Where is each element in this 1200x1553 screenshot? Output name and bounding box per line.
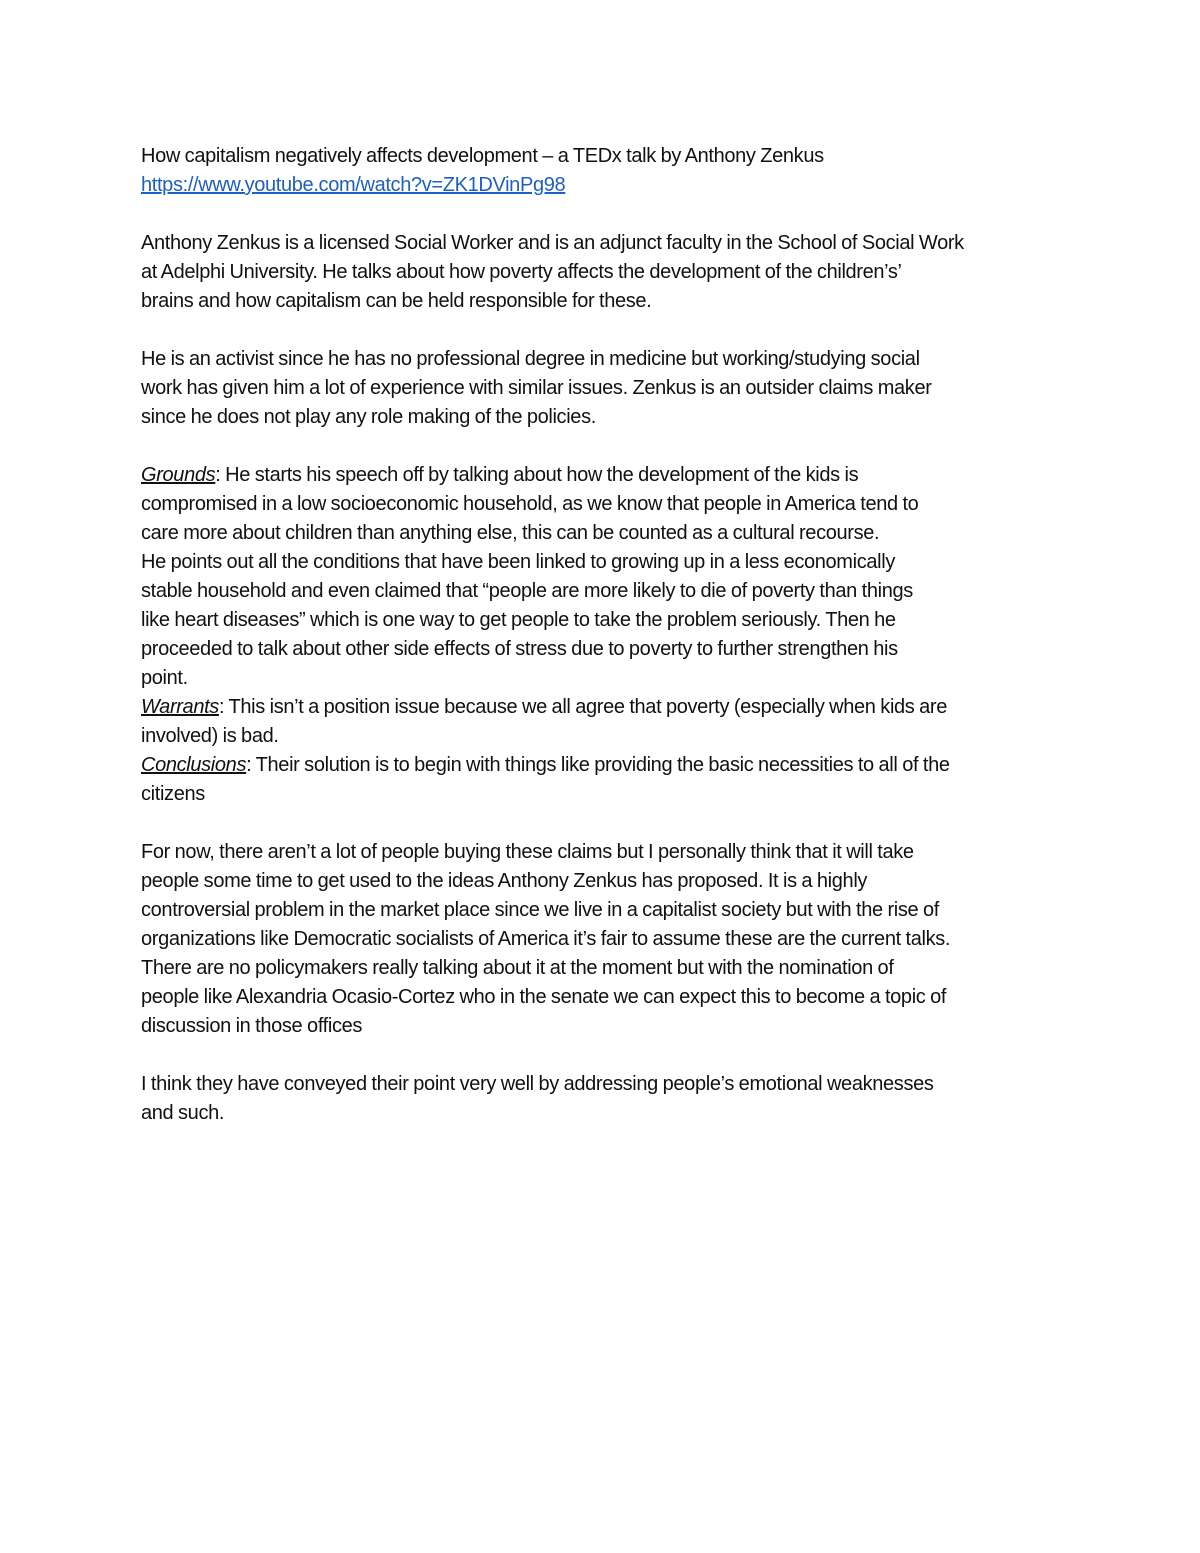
text-line: Anthony Zenkus is a licensed Social Worker and is an adjunct faculty in the School of Social Work bbox=[141, 232, 964, 254]
text-line: He points out all the conditions that have been linked to growing up in a less economically bbox=[141, 551, 895, 573]
conclusions-first-line: : Their solution is to begin with things like providing the basic necessities to all of the bbox=[246, 754, 950, 776]
text-line: organizations like Democratic socialists of America it’s fair to assume these are the current talks. bbox=[141, 928, 951, 950]
paragraph-claims bbox=[141, 838, 1071, 1041]
paragraph-intro bbox=[141, 229, 1071, 316]
warrants-first-line: : This isn’t a position issue because we all agree that poverty (especially when kids are bbox=[218, 696, 948, 718]
grounds-label: Grounds bbox=[141, 464, 216, 486]
text-line: care more about children than anything else, this can be counted as a cultural recourse. bbox=[141, 522, 880, 544]
text-line: people like Alexandria Ocasio-Cortez who in the senate we can expect this to become a topic of bbox=[141, 986, 947, 1008]
section-warrants bbox=[141, 693, 1071, 751]
paragraph-conclusion bbox=[141, 1070, 1071, 1128]
section-conclusions bbox=[141, 751, 1071, 809]
text-line: and such. bbox=[141, 1102, 225, 1124]
document-title: How capitalism negatively affects development – a TEDx talk by Anthony Zenkus bbox=[141, 145, 824, 167]
text-line: proceeded to talk about other side effects of stress due to poverty to further strengthen his bbox=[141, 638, 898, 660]
grounds-first-line: : He starts his speech off by talking about how the development of the kids is bbox=[215, 464, 859, 486]
text-line: citizens bbox=[141, 783, 205, 805]
text-line: work has given him a lot of experience with similar issues. Zenkus is an outsider claims maker bbox=[141, 377, 932, 399]
text-line: at Adelphi University. He talks about how poverty affects the development of the children’s’ bbox=[141, 261, 902, 283]
text-line: controversial problem in the market place since we live in a capitalist society but with the rise of bbox=[141, 899, 939, 921]
warrants-label: Warrants bbox=[141, 696, 219, 718]
text-line: involved) is bad. bbox=[141, 725, 279, 747]
section-grounds bbox=[141, 461, 1071, 693]
text-line: stable household and even claimed that “people are more likely to die of poverty than things bbox=[141, 580, 913, 602]
text-line: brains and how capitalism can be held responsible for these. bbox=[141, 290, 652, 312]
text-line: I think they have conveyed their point very well by addressing people’s emotional weaknesses bbox=[141, 1073, 934, 1095]
text-line: There are no policymakers really talking about it at the moment but with the nomination of bbox=[141, 957, 894, 979]
text-line: He is an activist since he has no professional degree in medicine but working/studying social bbox=[141, 348, 920, 370]
document-body bbox=[141, 142, 1071, 1128]
text-line: people some time to get used to the ideas Anthony Zenkus has proposed. It is a highly bbox=[141, 870, 868, 892]
text-line: compromised in a low socioeconomic household, as we know that people in America tend to bbox=[141, 493, 919, 515]
text-line: For now, there aren’t a lot of people buying these claims but I personally think that it will take bbox=[141, 841, 914, 863]
text-line: like heart diseases” which is one way to get people to take the problem seriously. Then he bbox=[141, 609, 896, 631]
text-line: since he does not play any role making of the policies. bbox=[141, 406, 596, 428]
youtube-link[interactable]: https://www.youtube.com/watch?v=ZK1DVinPg98 bbox=[141, 174, 566, 196]
text-line: discussion in those offices bbox=[141, 1015, 363, 1037]
text-line: point. bbox=[141, 667, 188, 689]
conclusions-label: Conclusions bbox=[141, 754, 247, 776]
paragraph-activist bbox=[141, 345, 1071, 432]
